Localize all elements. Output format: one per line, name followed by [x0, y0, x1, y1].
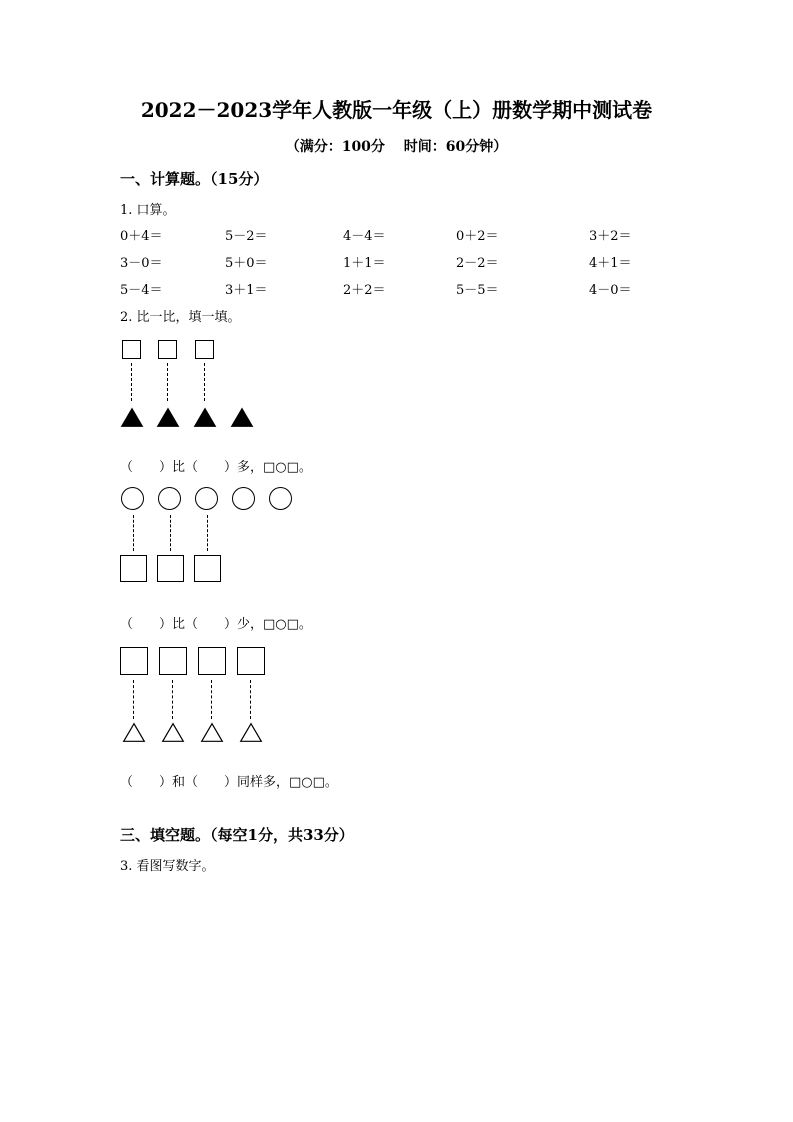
filled-triangle-icon: [231, 408, 253, 427]
math-problem: 3＋1＝: [225, 283, 268, 298]
compare-sentence-1: （ ）比（ ）多，□○□。: [120, 460, 312, 475]
filled-triangle-icon: [121, 408, 143, 427]
question-2: 2. 比一比，填一填。: [120, 310, 241, 325]
square: [194, 555, 221, 582]
square: [237, 647, 265, 675]
math-problem: 0＋4＝: [120, 229, 163, 244]
section-3-heading: 三、填空题。（每空1分，共33分）: [120, 826, 354, 844]
square: [120, 647, 148, 675]
circle: [232, 487, 255, 510]
math-problem: 1＋1＝: [343, 256, 386, 271]
square: [159, 647, 187, 675]
outline-triangle-icon: [162, 723, 184, 742]
dashed-connector: [170, 515, 171, 551]
math-problem: 2－2＝: [456, 256, 499, 271]
question-3: 3. 看图写数字。: [120, 859, 215, 874]
small-square: [122, 340, 141, 359]
math-problem: 2＋2＝: [343, 283, 386, 298]
dashed-connector: [167, 363, 168, 401]
math-problem: 3－0＝: [120, 256, 163, 271]
square: [157, 555, 184, 582]
small-square: [195, 340, 214, 359]
outline-triangle-icon: [123, 723, 145, 742]
math-problem: 5＋0＝: [225, 256, 268, 271]
math-problem: 0＋2＝: [456, 229, 499, 244]
math-problem: 5－2＝: [225, 229, 268, 244]
dashed-connector: [204, 363, 205, 401]
circle: [269, 487, 292, 510]
question-1: 1. 口算。: [120, 203, 176, 218]
square: [120, 555, 147, 582]
page-title: 2022－2023学年人教版一年级（上）册数学期中测试卷: [140, 98, 653, 122]
filled-triangle-icon: [194, 408, 216, 427]
dashed-connector: [131, 363, 132, 401]
dashed-connector: [207, 515, 208, 551]
math-problem: 3＋2＝: [589, 229, 632, 244]
section-1-heading: 一、计算题。（15分）: [120, 170, 269, 188]
outline-triangle-icon: [240, 723, 262, 742]
dashed-connector: [133, 515, 134, 551]
math-problem: 4－0＝: [589, 283, 632, 298]
filled-triangle-icon: [157, 408, 179, 427]
math-problem: 5－4＝: [120, 283, 163, 298]
circle: [121, 487, 144, 510]
outline-triangle-icon: [201, 723, 223, 742]
square: [198, 647, 226, 675]
dashed-connector: [133, 680, 134, 719]
small-square: [158, 340, 177, 359]
compare-sentence-3: （ ）和（ ）同样多，□○□。: [120, 775, 338, 790]
dashed-connector: [250, 680, 251, 719]
circle: [195, 487, 218, 510]
compare-sentence-2: （ ）比（ ）少，□○□。: [120, 617, 312, 632]
dashed-connector: [211, 680, 212, 719]
math-problem: 4－4＝: [343, 229, 386, 244]
math-problem: 5－5＝: [456, 283, 499, 298]
math-problem: 4＋1＝: [589, 256, 632, 271]
subtitle: （满分：100分 时间：60分钟）: [285, 139, 508, 155]
circle: [158, 487, 181, 510]
dashed-connector: [172, 680, 173, 719]
